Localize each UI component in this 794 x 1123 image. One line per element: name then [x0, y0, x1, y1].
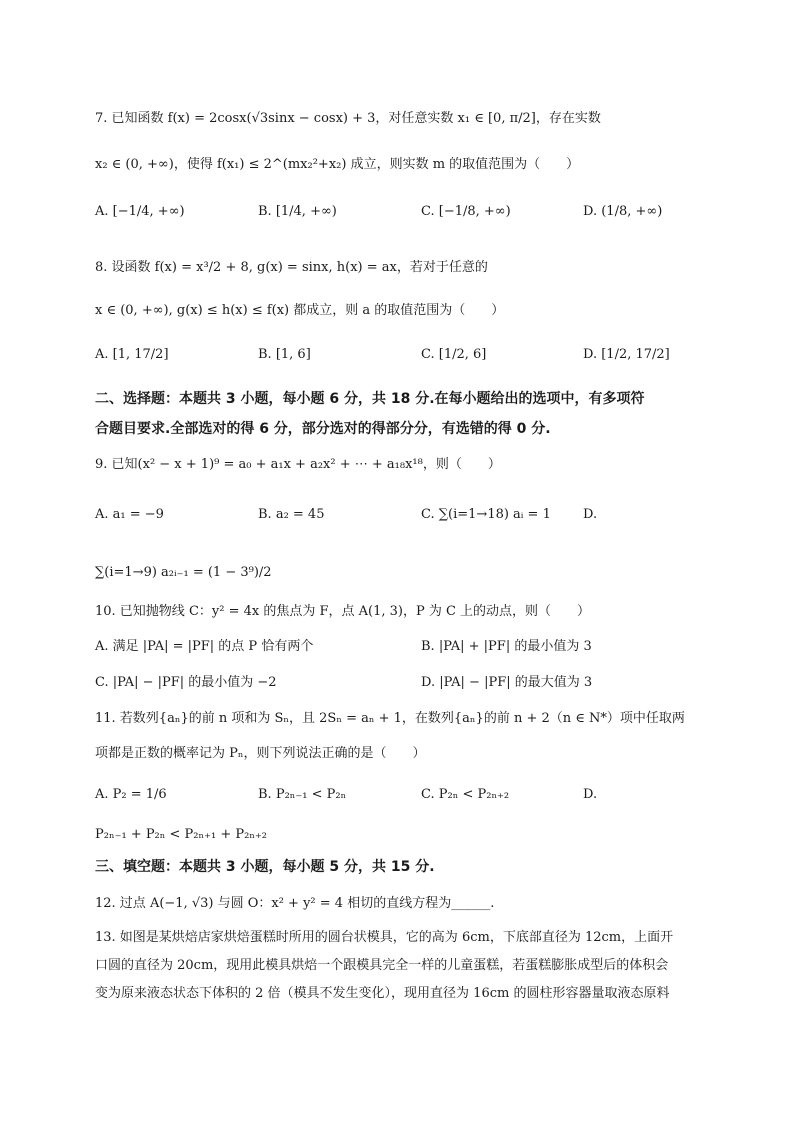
q13-stem-line1: 13. 如图是某烘焙店家烘焙蛋糕时所用的圆台状模具，它的高为 6cm，下底部直径为 12cm，上面开	[95, 930, 674, 945]
q10-option-b: B. |PA| + |PF| 的最小值为 3	[421, 639, 592, 654]
q11-stem-line1: 11. 若数列{aₙ}的前 n 项和为 Sₙ，且 2Sₙ = aₙ + 1，在数列{aₙ}的前 n + 2（n ∈ N*）项中任取两	[95, 711, 685, 726]
section3-heading: 三、填空题：本题共 3 小题，每小题 5 分，共 15 分.	[95, 859, 435, 875]
q12-stem: 12. 过点 A(−1, √3) 与圆 O：x² + y² = 4 相切的直线方程为______.	[95, 896, 495, 911]
q8-option-a: A. [1, 17/2]	[95, 347, 169, 362]
q7-option-d: D. (1/8, +∞)	[583, 204, 663, 219]
q9-option-d: D.	[583, 507, 598, 522]
q7-option-b: B. [1/4, +∞)	[258, 204, 337, 219]
q10-stem-line1: 10. 已知抛物线 C：y² = 4x 的焦点为 F，点 A(1, 3)，P 为 C 上的动点，则（ ）	[95, 604, 591, 619]
section2-heading-line1: 二、选择题：本题共 3 小题，每小题 6 分，共 18 分.在每小题给出的选项中，有多项符	[95, 391, 645, 407]
q13-stem-line2: 口圆的直径为 20cm，现用此模具烘焙一个跟模具完全一样的儿童蛋糕，若蛋糕膨胀成型后的体积会	[95, 958, 669, 973]
q7-stem-line1: 7. 已知函数 f(x) = 2cosx(√3sinx − cosx) + 3，对任意实数 x₁ ∈ [0, π/2]，存在实数	[95, 111, 601, 126]
q8-stem-line2: x ∈ (0, +∞), g(x) ≤ h(x) ≤ f(x) 都成立，则 a 的取值范围为（ ）	[95, 303, 505, 318]
q9-option-c: C. ∑(i=1→18) aᵢ = 1	[421, 507, 551, 522]
q9-option-d-content: ∑(i=1→9) a₂ᵢ₋₁ = (1 − 3⁹)/2	[95, 565, 272, 580]
q7-option-a: A. [−1/4, +∞)	[95, 204, 185, 219]
q7-option-c: C. [−1/8, +∞)	[421, 204, 511, 219]
q9-option-a: A. a₁ = −9	[95, 507, 164, 522]
q11-stem-line2: 项都是正数的概率记为 Pₙ，则下列说法正确的是（ ）	[95, 746, 426, 761]
q8-option-d: D. [1/2, 17/2]	[583, 347, 670, 362]
q8-stem-line1: 8. 设函数 f(x) = x³/2 + 8, g(x) = sinx, h(x) = ax，若对于任意的	[95, 260, 488, 275]
q8-option-c: C. [1/2, 6]	[421, 347, 487, 362]
q11-option-d: D.	[583, 787, 598, 802]
q9-stem-line1: 9. 已知(x² − x + 1)⁹ = a₀ + a₁x + a₂x² + ⋯ + a₁₈x¹⁸，则（ ）	[95, 457, 501, 472]
q11-option-d-content: P₂ₙ₋₁ + P₂ₙ < P₂ₙ₊₁ + P₂ₙ₊₂	[95, 827, 268, 842]
q10-option-a: A. 满足 |PA| = |PF| 的点 P 恰有两个	[95, 639, 314, 654]
q8-option-b: B. [1, 6]	[258, 347, 311, 362]
q9-option-b: B. a₂ = 45	[258, 507, 325, 522]
q11-option-b: B. P₂ₙ₋₁ < P₂ₙ	[258, 787, 347, 802]
q10-option-d: D. |PA| − |PF| 的最大值为 3	[421, 675, 593, 690]
q11-option-c: C. P₂ₙ < P₂ₙ₊₂	[421, 787, 510, 802]
q10-option-c: C. |PA| − |PF| 的最小值为 −2	[95, 675, 277, 690]
q13-stem-line3: 变为原来液态状态下体积的 2 倍（模具不发生变化），现用直径为 16cm 的圆柱形容器量取液态原料	[95, 986, 670, 1001]
section2-heading-line2: 合题目要求.全部选对的得 6 分，部分选对的得部分分，有选错的得 0 分.	[95, 421, 551, 437]
q7-stem-line2: x₂ ∈ (0, +∞)，使得 f(x₁) ≤ 2^(mx₂²+x₂) 成立，则实数 m 的取值范围为（ ）	[95, 157, 580, 172]
q11-option-a: A. P₂ = 1/6	[95, 787, 167, 802]
